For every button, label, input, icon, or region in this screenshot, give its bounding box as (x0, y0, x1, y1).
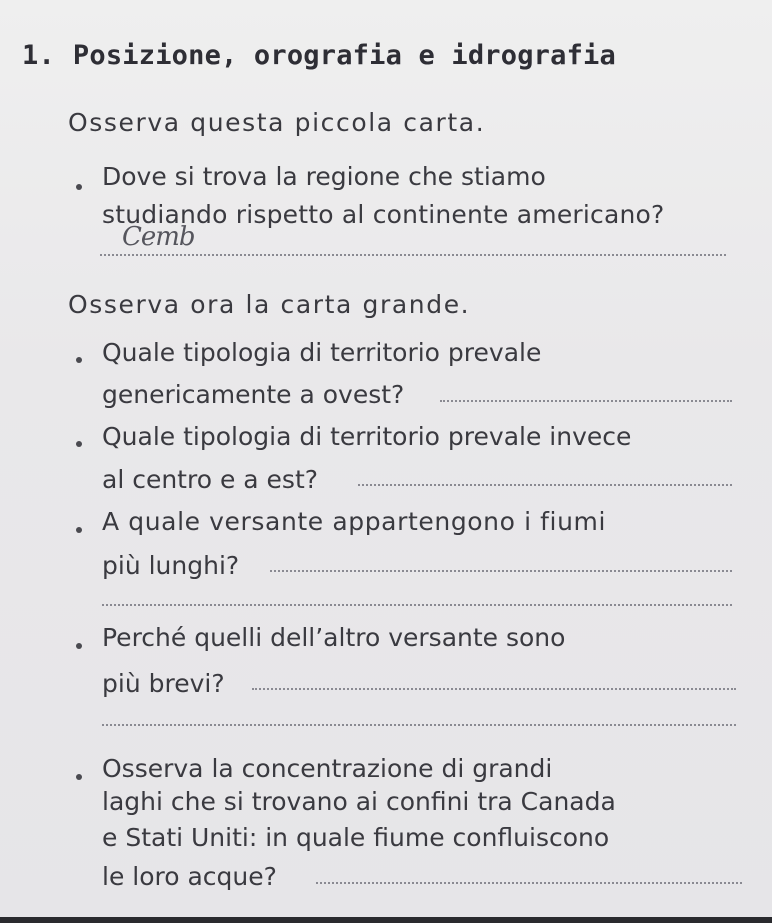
answer-line-4b[interactable] (102, 604, 732, 606)
bullet-question-3 (76, 441, 82, 447)
answer-line-4a[interactable] (270, 570, 732, 572)
question-6-line-1: Osserva la concentrazione di grandi (102, 754, 553, 783)
question-4-line-2: più lunghi? (102, 551, 240, 580)
bullet-question-6 (76, 774, 82, 780)
question-4-line-1: A quale versante appartengono i fiumi (102, 507, 607, 536)
answer-line-6[interactable] (316, 882, 742, 884)
bullet-question-4 (76, 527, 82, 533)
bullet-question-5 (76, 643, 82, 649)
page-bottom-edge (0, 917, 772, 923)
section-title-text: Posizione, orografia e idrografia (72, 40, 616, 71)
question-2-line-2: genericamente a ovest? (102, 380, 405, 409)
question-3-line-2: al centro e a est? (102, 465, 319, 494)
handwritten-answer-1: Cemb (122, 222, 195, 252)
section-title (22, 40, 616, 71)
question-3-line-1: Quale tipologia di territorio prevale invece (102, 422, 632, 451)
answer-line-5b[interactable] (102, 724, 736, 726)
question-6-line-3: e Stati Uniti: in quale fiume confluiscono (102, 823, 610, 852)
section-number: 1. (22, 40, 55, 71)
question-1-line-1: Dove si trova la regione che stiamo (102, 162, 546, 191)
question-6-line-2: laghi che si trovano ai confini tra Canada (102, 787, 616, 816)
question-1-line-2: studiando rispetto al continente americano? (102, 200, 665, 229)
answer-line-1[interactable] (100, 254, 726, 256)
question-6-line-4: le loro acque? (102, 862, 277, 891)
question-5-line-2: più brevi? (102, 669, 225, 698)
intro-small-map: Osserva questa piccola carta. (68, 108, 486, 137)
answer-line-3[interactable] (358, 484, 732, 486)
question-2-line-1: Quale tipologia di territorio prevale (102, 338, 542, 367)
answer-line-2[interactable] (440, 400, 732, 402)
bullet-question-2 (76, 357, 82, 363)
answer-line-5a[interactable] (252, 688, 736, 690)
question-5-line-1: Perché quelli dell’altro versante sono (102, 623, 566, 652)
bullet-question-1 (76, 184, 82, 190)
intro-big-map: Osserva ora la carta grande. (68, 290, 471, 319)
